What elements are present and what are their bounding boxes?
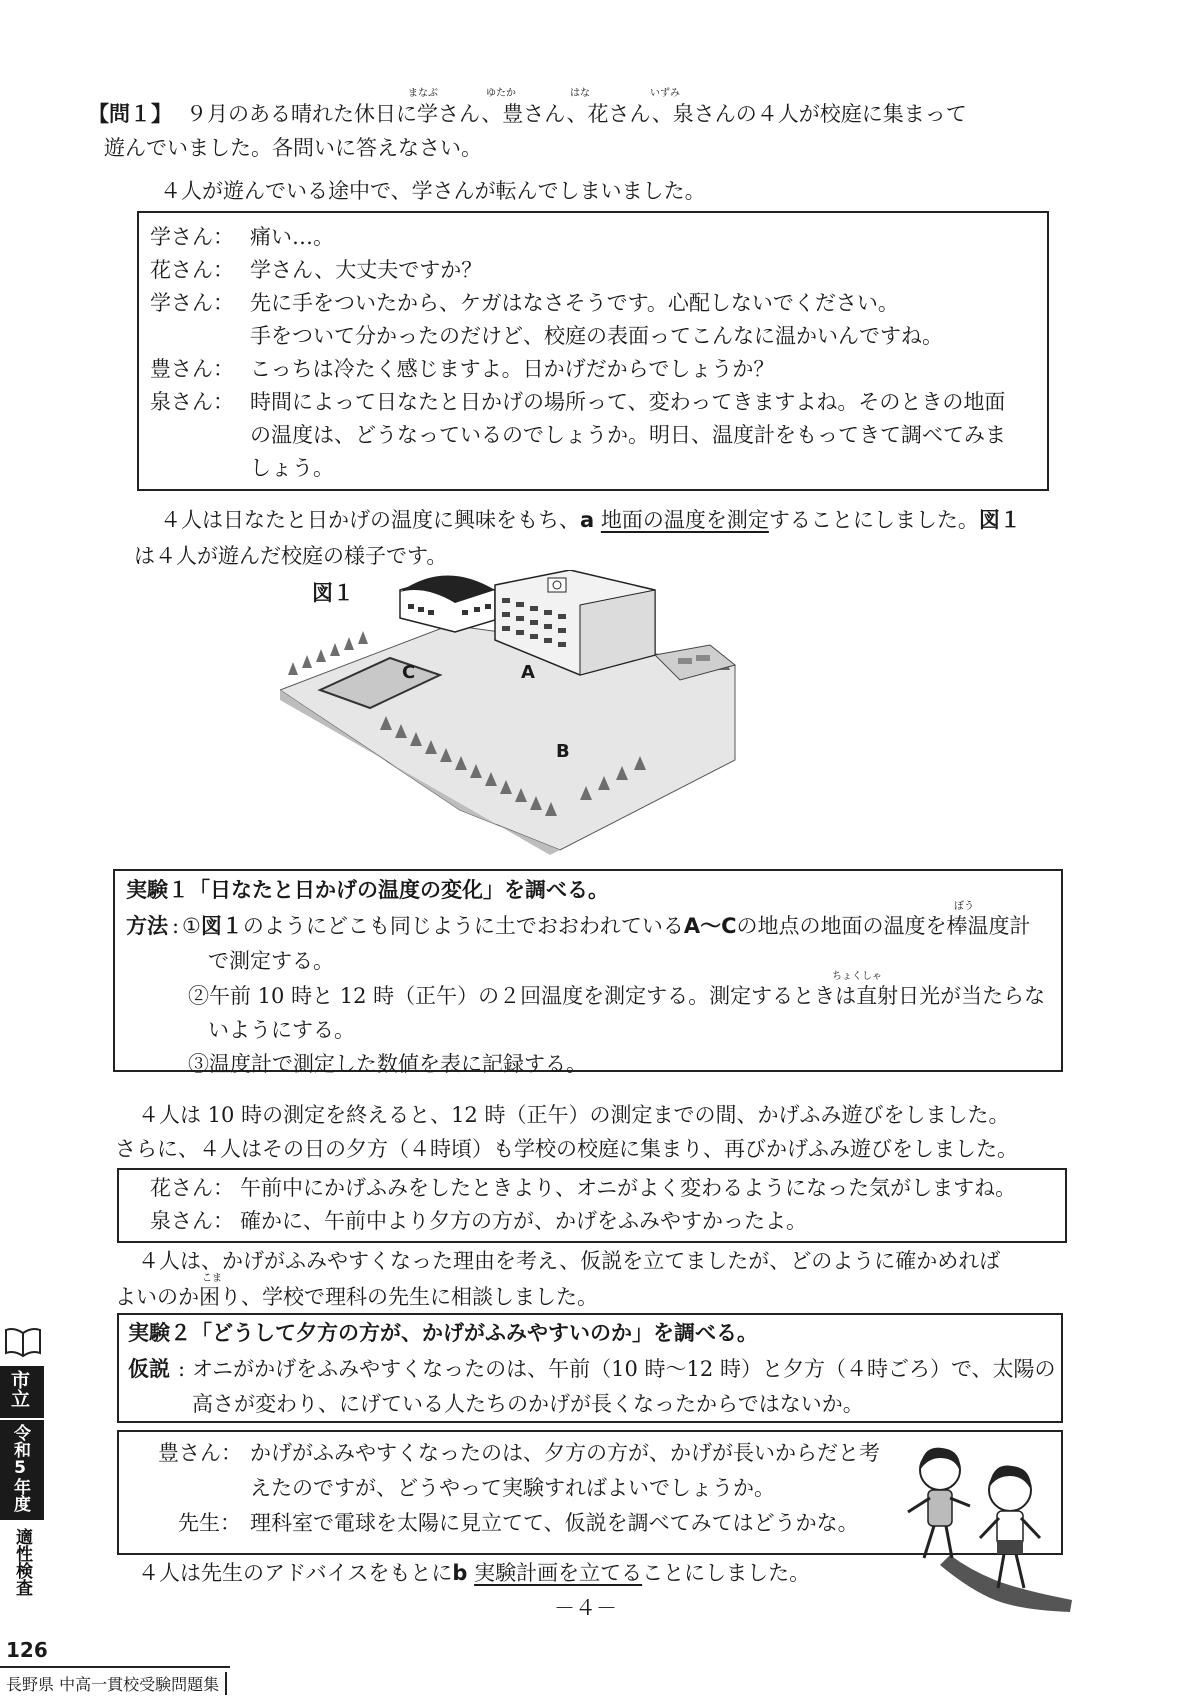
dialogue-line: かげがふみやすくなったのは、夕方の方が、かげが長いからだと考 [250, 1441, 880, 1465]
dialogue-line: 確かに、午前中より夕方の方が、かげをふみやすかったよ。 [240, 1209, 807, 1233]
dialogue-line: 理科室で電球を太陽に見立てて、仮説を調べてみてはどうかな。 [250, 1511, 859, 1535]
paragraph-a-line1 [160, 510, 1021, 531]
speaker: 学さん： [150, 225, 234, 249]
dialogue-line: 先に手をついたから、ケガはなさそうです。心配しないでください。 [250, 291, 899, 315]
figure-ref: 図１ [978, 508, 1021, 532]
sidebar-tag-city: 市立 [0, 1366, 44, 1418]
closing-post: ことにしました。 [642, 1561, 811, 1585]
step1-text: のようにどこも同じように土でおおわれている [242, 914, 684, 938]
scene1-lead: ４人が遊んでいる途中で、学さんが転んでしまいました。 [160, 179, 706, 203]
question-label: 【問１】 [88, 102, 172, 126]
paragraph-a-line2: は４人が遊んだ校庭の様子です。 [134, 544, 448, 568]
closing-line [138, 1563, 810, 1584]
ruby-komari: こま [202, 1273, 222, 1284]
step1-marker: ① [182, 914, 201, 938]
question-intro-line2: 遊んでいました。各問いに答えなさい。 [104, 136, 482, 160]
speaker: 豊さん： [150, 357, 234, 381]
figure1-caption: 図１ [312, 581, 354, 605]
children-illustration [900, 1440, 1080, 1616]
speaker: 泉さん： [150, 390, 234, 414]
question-intro-line1: ９月のある晴れた休日に学さん、豊さん、花さん、泉さんの４人が校庭に集まって [186, 102, 967, 126]
point-a-label: A [521, 662, 535, 683]
experiment2-title: 実験２「どうして夕方の方が、かげがふみやすいのか」を調べる。 [128, 1321, 758, 1345]
hypothesis-colon: : [178, 1357, 186, 1381]
marker-a: a [580, 508, 595, 532]
marker-b: b [452, 1561, 468, 1585]
dialogue-line: 手をついて分かったのだけど、校庭の表面ってこんなに温かいんですね。 [250, 324, 943, 348]
dialogue-line: 時間によって日なたと日かげの場所って、変わってきますよね。そのときの地面 [250, 390, 1006, 414]
method-step3: ③温度計で測定した数値を表に記録する。 [188, 1052, 587, 1076]
closing-pre: ４人は先生のアドバイスをもとに [138, 1561, 453, 1585]
step1-text2: の地点の地面の温度を棒温度計 [736, 914, 1031, 938]
underlined-b: 実験計画を立てる [474, 1561, 643, 1585]
hypothesis-label: 仮説 [128, 1357, 170, 1381]
dialogue-line: 午前中にかげふみをしたときより、オニがよく変わるようになった気がしますね。 [240, 1176, 1017, 1200]
paragraph-a-post: することにしました。 [768, 508, 979, 532]
point-c-label: C [402, 662, 416, 683]
hypothesis-line1: オニがかげをふみやすくなったのは、午前（10 時～12 時）と夕方（４時ごろ）で、太陽の [192, 1357, 1056, 1381]
dialogue-line: 学さん、大丈夫ですか？ [250, 258, 483, 282]
schoolyard-illustration [280, 570, 820, 855]
ruby-hana: はな [570, 88, 590, 99]
method-step1-cont: で測定する。 [208, 949, 334, 973]
speaker: 花さん： [150, 258, 234, 282]
footer-rule [0, 1666, 230, 1668]
book-icon [4, 1325, 42, 1359]
speaker: 泉さん： [150, 1209, 234, 1233]
paragraph-a-pre: ４人は日なたと日かげの温度に興味をもち、 [160, 508, 580, 532]
paragraph-b-line1: ４人は 10 時の測定を終えると、12 時（正午）の測定までの間、かげふみ遊びをしました。 [138, 1103, 1010, 1127]
dialogue-box-1 [137, 211, 1049, 491]
ruby-bou: ぼう [954, 901, 974, 912]
dialogue-line: えたのですが、どうやって実験すればよいでしょうか。 [250, 1476, 775, 1500]
speaker: 学さん： [150, 291, 234, 315]
paragraph-c-line1: ４人は、かげがふみやすくなった理由を考え、仮説を立てましたが、どのように確かめれば [138, 1249, 1001, 1273]
method-label: 方法 [126, 914, 168, 938]
underlined-a: 地面の温度を測定 [600, 508, 769, 532]
speaker: 先生： [178, 1511, 241, 1535]
step1-fig: 図１ [200, 914, 243, 938]
ruby-manabu: まなぶ [408, 88, 438, 99]
dialogue-line: こっちは冷たく感じますよ。日かげだからでしょうか？ [250, 357, 775, 381]
book-title: 長野県 中高一貫校受験問題集 [6, 1672, 227, 1695]
method-step1 [182, 916, 1031, 937]
dialogue-line: しょう。 [250, 456, 334, 480]
ruby-yutaka: ゆたか [486, 88, 516, 99]
speaker: 花さん： [150, 1176, 234, 1200]
paragraph-b-line2: さらに、４人はその日の夕方（４時頃）も学校の校庭に集まり、再びかげふみ遊びをしました。 [115, 1137, 1018, 1161]
page-number: 126 [6, 1638, 48, 1662]
dialogue-line: 痛い…。 [250, 225, 334, 249]
method-step2-cont: いようにする。 [208, 1018, 355, 1042]
inner-page-number: －４－ [554, 1596, 617, 1620]
dialogue-line: の温度は、どうなっているのでしょうか。明日、温度計をもってきて調べてみま [250, 423, 1006, 447]
sidebar-tag-year: 令和5年度 [0, 1420, 44, 1520]
point-b-label: B [556, 741, 570, 762]
experiment1-title: 実験１「日なたと日かげの温度の変化」を調べる。 [126, 878, 609, 902]
step1-points: A～C [683, 914, 737, 938]
hypothesis-line2: 高さが変わり、にげている人たちのかげが長くなったからではないか。 [192, 1392, 864, 1416]
method-step2: ②午前 10 時と 12 時（正午）の２回温度を測定する。測定するときは直射日光が当たらな [188, 984, 1046, 1008]
ruby-chokusha: ちょくしゃ [832, 971, 882, 982]
ruby-izumi: いずみ [650, 88, 680, 99]
method-colon: : [172, 914, 180, 938]
speaker: 豊さん： [158, 1441, 242, 1465]
paragraph-c-line2: よいのか困り、学校で理科の先生に相談しました。 [115, 1285, 598, 1309]
sidebar-tag-exam: 適性検査 [12, 1528, 32, 1596]
